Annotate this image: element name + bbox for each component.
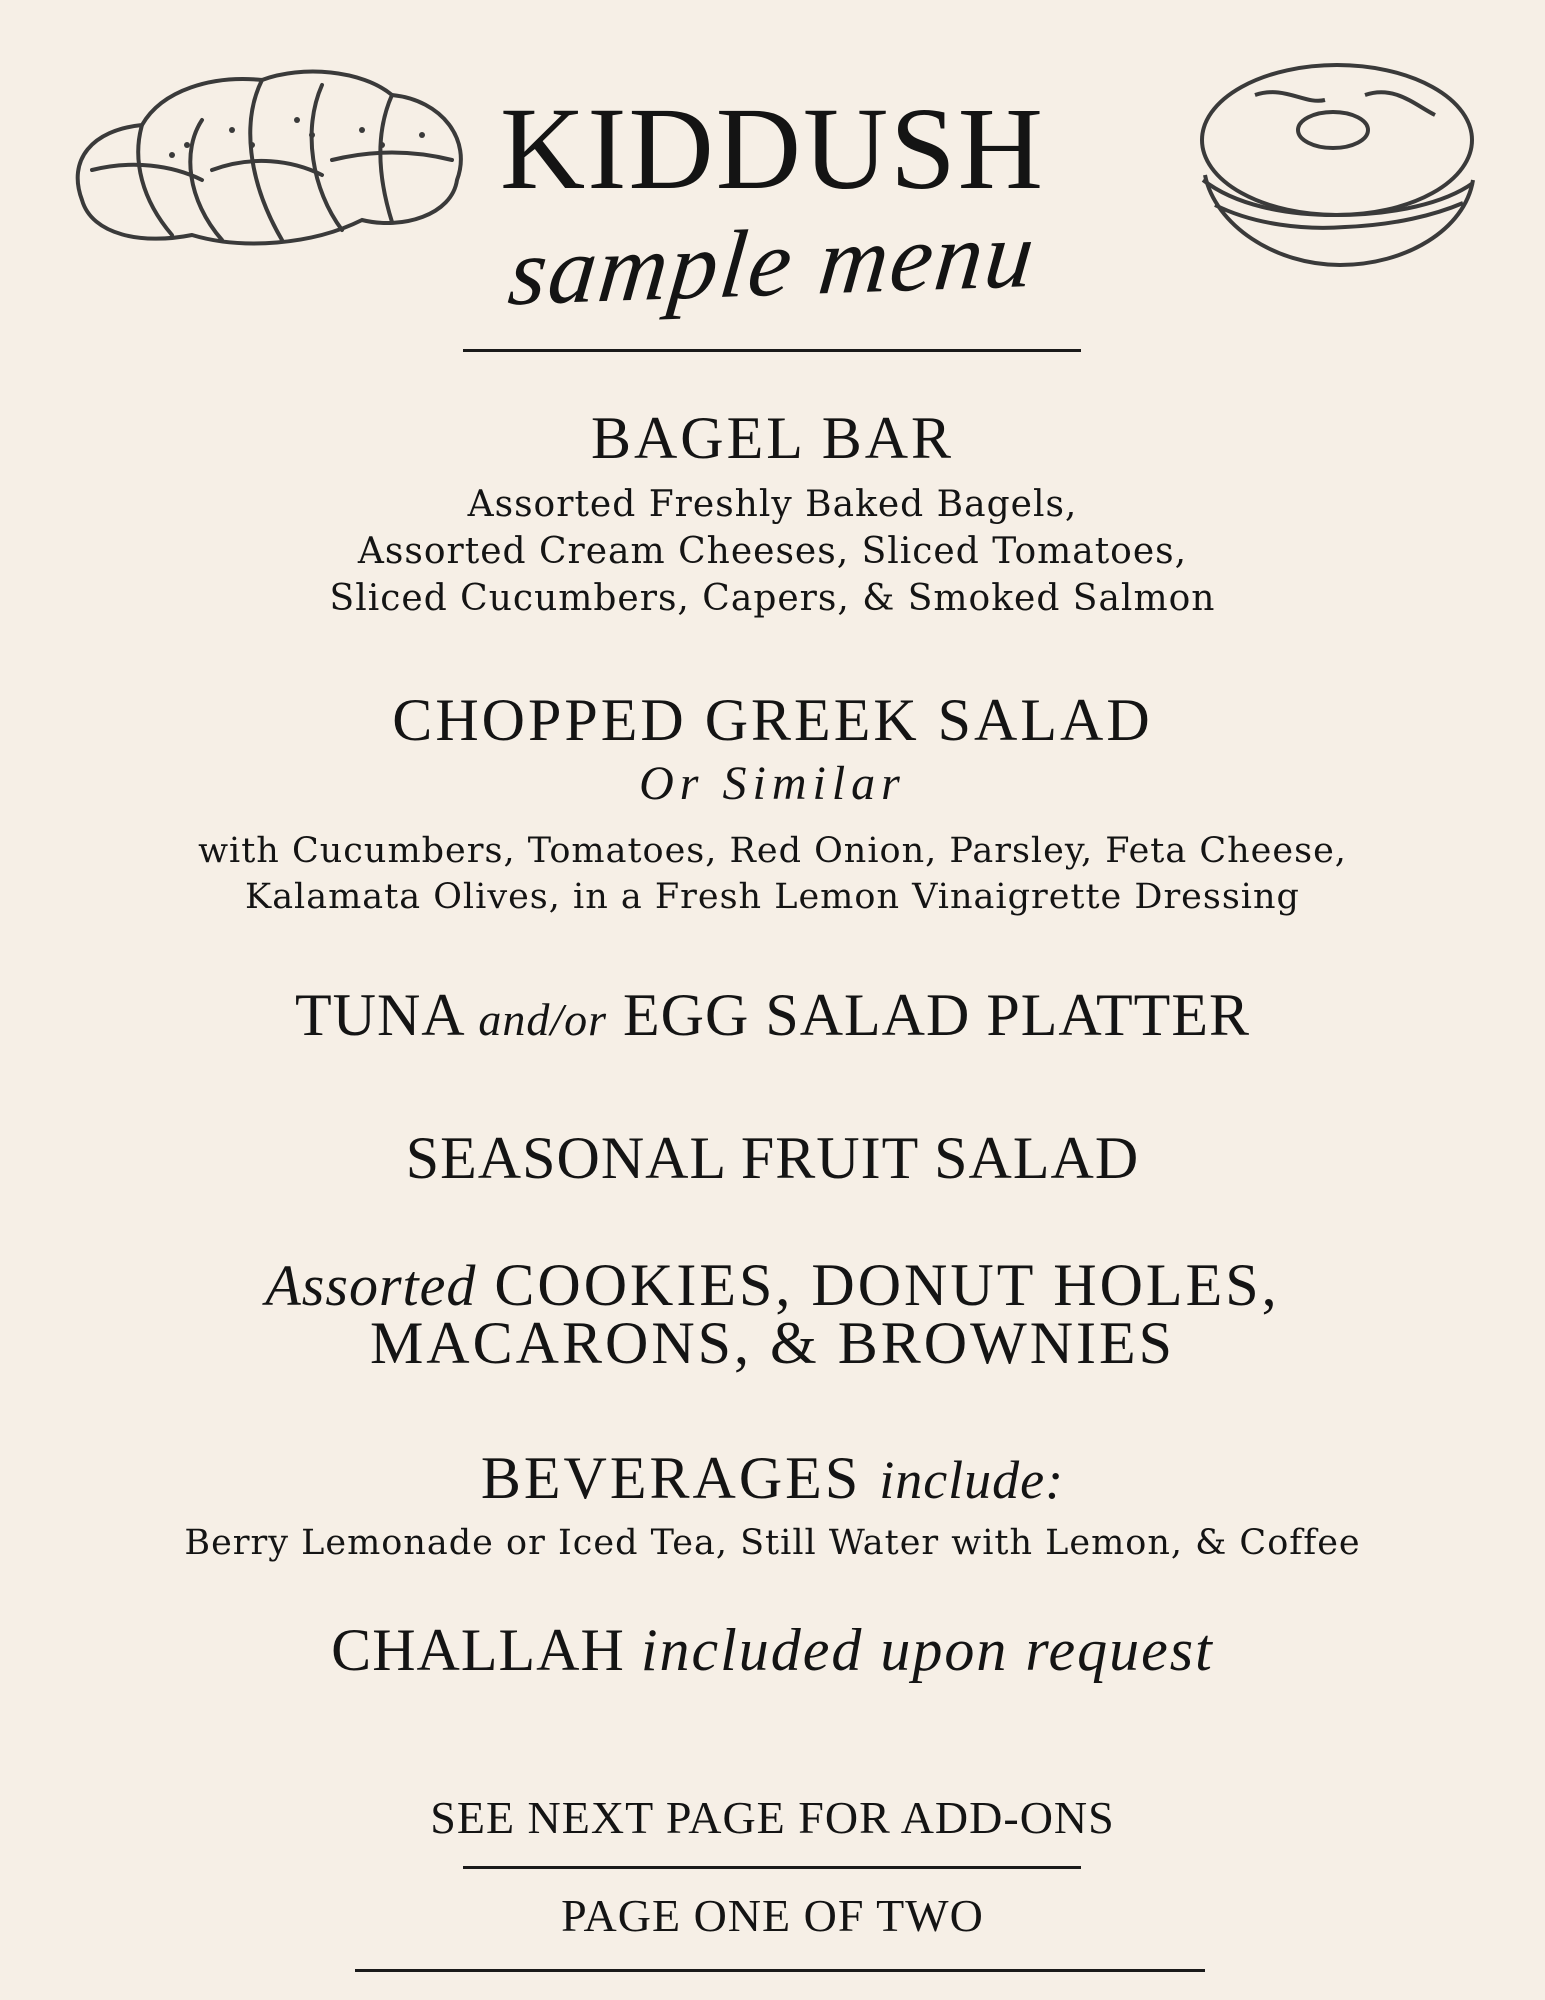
page-indicator: PAGE ONE OF TWO: [561, 1890, 984, 1941]
bagel-bar-line-1: Assorted Freshly Baked Bagels,: [467, 484, 1078, 525]
footer-divider-1: [463, 1866, 1081, 1869]
fruit-salad-heading: SEASONAL FRUIT SALAD: [405, 1125, 1140, 1191]
desserts-line-1: [0, 1252, 1545, 1318]
menu-subtitle: sample menu: [504, 199, 1041, 326]
greek-salad-note: Or Similar: [639, 757, 906, 810]
tuna-connector: and/or: [478, 994, 608, 1045]
bagel-bar-line-2: Assorted Cream Cheeses, Sliced Tomatoes,: [357, 531, 1188, 572]
menu-title: KIDDUSH: [500, 83, 1045, 214]
beverages-suffix: include:: [879, 1450, 1065, 1510]
beverages-heading: [0, 1445, 1545, 1511]
challah-heading: [0, 1617, 1545, 1683]
desserts-prefix: Assorted: [265, 1253, 477, 1318]
beverages-line: Berry Lemonade or Iced Tea, Still Water with Lemon, & Coffee: [184, 1523, 1361, 1563]
header-divider: [463, 349, 1081, 352]
egg-salad-label: EGG SALAD PLATTER: [623, 982, 1251, 1048]
bagel-bar-heading: BAGEL BAR: [590, 405, 955, 471]
desserts-line-2: MACARONS, & BROWNIES: [369, 1310, 1176, 1376]
tuna-label: TUNA: [294, 982, 463, 1048]
footer-divider-2: [355, 1969, 1205, 1972]
next-page-note: SEE NEXT PAGE FOR ADD-ONS: [430, 1792, 1115, 1843]
desserts-items-1: COOKIES, DONUT HOLES,: [494, 1252, 1280, 1318]
greek-salad-heading: CHOPPED GREEK SALAD: [392, 687, 1153, 753]
challah-suffix: included upon request: [640, 1617, 1214, 1683]
bagel-bar-line-3: Sliced Cucumbers, Capers, & Smoked Salmon: [329, 578, 1216, 619]
tuna-egg-heading: [0, 982, 1545, 1048]
challah-label: CHALLAH: [331, 1617, 625, 1683]
beverages-label: BEVERAGES: [480, 1445, 862, 1511]
greek-salad-line-1: with Cucumbers, Tomatoes, Red Onion, Parsley, Feta Cheese,: [198, 831, 1347, 871]
greek-salad-line-2: Kalamata Olives, in a Fresh Lemon Vinaigrette Dressing: [245, 877, 1300, 917]
